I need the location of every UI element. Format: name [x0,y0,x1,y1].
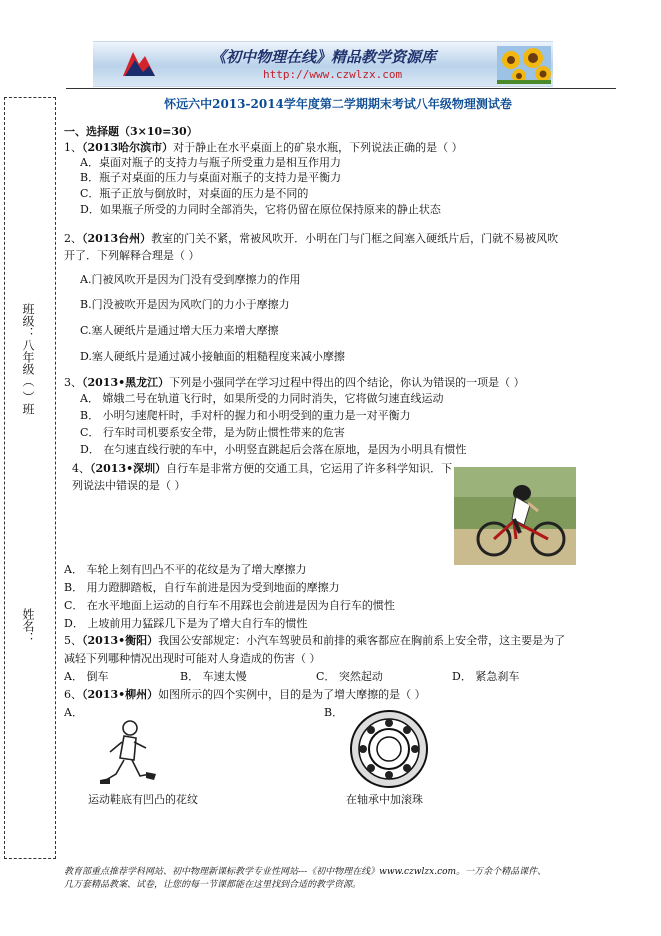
q4-option-d: D． 上坡前用力猛踩几下是为了增大自行车的惯性 [64,617,308,630]
footer-line-1: 教育部重点推荐学科网站、初中物理新课标教学专业性网站---《初中物理在线》www.czwlzx.com。一万余个精品课件、 [64,867,547,877]
q4-option-a: A． 车轮上刻有凹凸不平的花纹是为了增大摩擦力 [64,563,307,576]
question-stem: 教室的门关不紧，常被风吹开．小明在门与门框之间塞入硬纸片后，门就不易被风吹 [151,232,559,245]
question-5 [64,634,565,648]
page-footer [64,866,624,892]
q1-option-c: C．瓶子正放与倒放时，对桌面的压力是不同的 [80,187,309,200]
q6-option-b: B． [324,706,344,719]
question-number: 4、 [72,462,90,475]
banner-title: 《初中物理在线》精品教学资源库 [211,48,437,66]
question-number: 5、 [64,634,82,647]
q2-option-b: B.门没被吹开是因为风吹门的力小于摩擦力 [80,298,290,311]
q1-option-b: B．瓶子对桌面的压力与桌面对瓶子的支持力是平衡力 [80,171,342,184]
question-stem: 对于静止在水平桌面上的矿泉水瓶，下列说法正确的是（ ） [173,141,463,154]
question-number: 1、 [64,141,82,154]
q5-option-d: D． 紧急刹车 [452,670,520,683]
question-stem: 自行车是非常方便的交通工具，它运用了许多科学知识．下 [166,462,453,475]
question-number: 6、 [64,688,82,701]
question-source: （2013•柳州） [82,688,159,701]
q5-option-a: A． 倒车 [64,670,109,683]
question-4-line2: 列说法中错误的是（ ） [72,479,186,492]
cyclist-photo [454,467,576,565]
question-stem: 下列是小强同学在学习过程中得出的四个结论，你认为错误的一项是（ ） [169,376,525,389]
section-heading: 一、选择题（3×10=30） [64,125,198,138]
question-source: （2013哈尔滨市） [82,141,174,154]
sunflower-image [497,46,551,84]
q6-option-a: A． [64,706,83,719]
footer-line-2: 几万套精品教案、试卷，让您的每一节课都能在这里找到合适的教学资源。 [64,880,362,890]
banner-url: http://www.czwlzx.com [263,68,403,81]
q2-option-a: A.门被风吹开是因为门没有受到摩擦力的作用 [80,273,301,286]
q3-option-b: B． 小明匀速爬杆时，手对杆的握力和小明受到的重力是一对平衡力 [80,409,411,422]
running-boy-figure [88,718,168,792]
q4-option-b: B． 用力蹬脚踏板，自行车前进是因为受到地面的摩擦力 [64,581,340,594]
page-title: 怀远六中2013-2014学年度第二学期期末考试八年级物理测试卷 [164,97,512,111]
q1-option-a: A．桌面对瓶子的支持力与瓶子所受重力是相互作用力 [80,156,341,169]
question-2 [64,232,558,246]
question-2-line2: 开了．下列解释合理是（ ） [64,249,200,262]
q5-option-b: B． 车速太慢 [180,670,247,683]
q3-option-d: D． 在匀速直线行驶的车中，小明竖直跳起后会落在原地，是因为小明具有惯性 [80,443,467,456]
q6-caption-a: 运动鞋底有凹凸的花纹 [88,793,198,806]
question-6 [64,688,426,702]
question-stem: 如图所示的四个实例中，目的是为了增大摩擦的是（ ） [158,688,426,701]
question-1 [64,141,463,155]
question-5-line2: 减轻下列哪种情况出现时可能对人身造成的伤害（ ） [64,652,321,665]
name-label: 姓名： [21,608,35,644]
header-divider [66,88,616,89]
question-source: （2013•深圳） [90,462,167,475]
q2-option-c: C.塞人硬纸片是通过增大压力来增大摩擦 [80,324,279,337]
q1-option-d: D．如果瓶子所受的力同时全部消失，它将仍留在原位保持原来的静止状态 [80,203,441,216]
question-stem: 我国公安部规定：小汽车驾驶员和前排的乘客都应在胸前系上安全带，这主要是为了 [158,634,566,647]
class-label: 班级：八年级（ ）班 [21,303,35,415]
q4-option-c: C． 在水平地面上运动的自行车不用踩也会前进是因为自行车的惯性 [64,599,395,612]
question-4 [72,462,452,476]
header-banner [93,41,553,87]
question-source: （2013•衡阳） [82,634,159,647]
q3-option-c: C． 行车时司机要系安全带，是为防止惯性带来的危害 [80,426,345,439]
site-logo-icon [119,48,159,80]
question-number: 2、 [64,232,82,245]
question-3 [64,376,525,390]
q6-caption-b: 在轴承中加滚珠 [346,793,423,806]
q5-option-c: C． 突然起动 [316,670,383,683]
binding-strip [4,97,56,859]
question-number: 3、 [64,376,82,389]
q3-option-a: A． 嫦娥二号在轨道飞行时，如果所受的力同时消失，它将做匀速直线运动 [80,392,444,405]
ball-bearing-figure [347,708,431,790]
q2-option-d: D.塞人硬纸片是通过减小接触面的粗糙程度来减小摩擦 [80,350,345,363]
question-source: （2013台州） [82,232,152,245]
question-source: （2013•黑龙江） [82,376,170,389]
